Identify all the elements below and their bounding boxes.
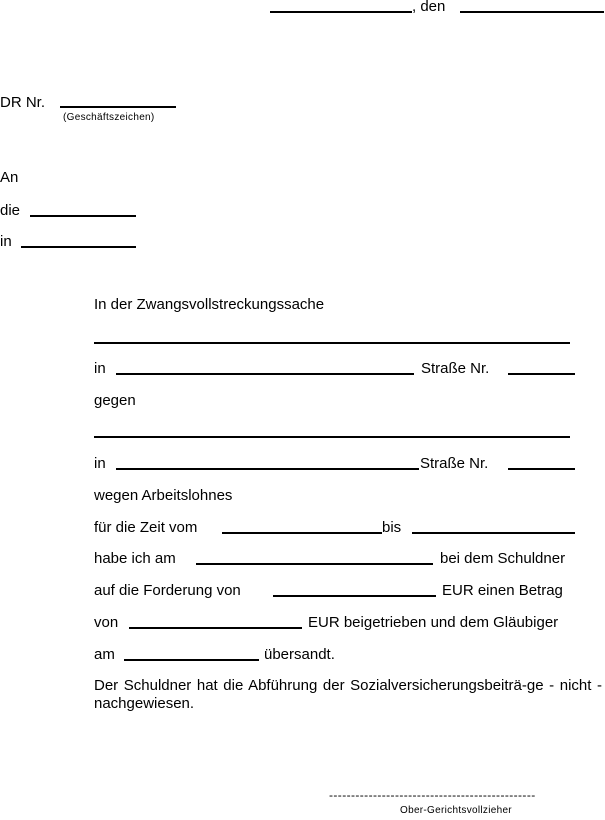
creditor-name-field[interactable] xyxy=(94,342,570,344)
debtor-street-no-field[interactable] xyxy=(508,468,575,470)
zeit-vom-label: für die Zeit vom xyxy=(94,519,198,536)
seizure-date-field[interactable] xyxy=(196,563,433,565)
recipient-in-field[interactable] xyxy=(21,246,136,248)
wegen-label: wegen Arbeitslohnes xyxy=(94,487,233,504)
recipient-in-label: in xyxy=(0,233,12,250)
collected-amount-field[interactable] xyxy=(129,627,302,629)
debtor-in-label: in xyxy=(94,455,106,472)
an-label: An xyxy=(0,169,19,186)
debtor-street-label: Straße Nr. xyxy=(420,455,489,472)
von-label: von xyxy=(94,614,119,631)
dr-nr-label: DR Nr. xyxy=(0,94,45,111)
eur-einen-betrag-label: EUR einen Betrag xyxy=(442,582,563,599)
gegen-label: gegen xyxy=(94,392,136,409)
case-heading: In der Zwangsvollstreckungssache xyxy=(94,296,325,313)
creditor-street-no-field[interactable] xyxy=(508,373,575,375)
den-label: , den xyxy=(412,0,446,15)
signature-line[interactable]: ----------------------------------------------- xyxy=(329,788,536,802)
reference-caption: (Geschäftszeichen) xyxy=(63,112,155,123)
forderung-von-label: auf die Forderung von xyxy=(94,582,241,599)
place-field[interactable] xyxy=(270,11,412,13)
period-from-field[interactable] xyxy=(222,532,382,534)
uebersandt-label: übersandt. xyxy=(264,646,335,663)
dr-nr-field[interactable] xyxy=(60,106,176,108)
period-to-field[interactable] xyxy=(412,532,575,534)
debtor-name-field[interactable] xyxy=(94,436,570,438)
debtor-city-field[interactable] xyxy=(116,468,419,470)
creditor-in-label: in xyxy=(94,360,106,377)
eur-beigetrieben-label: EUR beigetrieben und dem Gläubiger xyxy=(308,614,559,631)
creditor-street-label: Straße Nr. xyxy=(421,360,490,377)
transfer-date-field[interactable] xyxy=(124,659,259,661)
habe-ich-am-label: habe ich am xyxy=(94,550,176,567)
signature-caption: Ober-Gerichtsvollzieher xyxy=(400,805,512,816)
claim-amount-field[interactable] xyxy=(273,595,436,597)
am-label: am xyxy=(94,646,115,663)
recipient-die-field[interactable] xyxy=(30,215,136,217)
die-label: die xyxy=(0,202,21,219)
bis-label: bis xyxy=(382,519,402,536)
date-field[interactable] xyxy=(460,11,604,13)
closing-paragraph: Der Schuldner hat die Abführung der Sozialversicherungsbeiträ-ge - nicht - nachgewiesen. xyxy=(94,677,602,712)
creditor-city-field[interactable] xyxy=(116,373,414,375)
bei-dem-schuldner-label: bei dem Schuldner xyxy=(440,550,566,567)
